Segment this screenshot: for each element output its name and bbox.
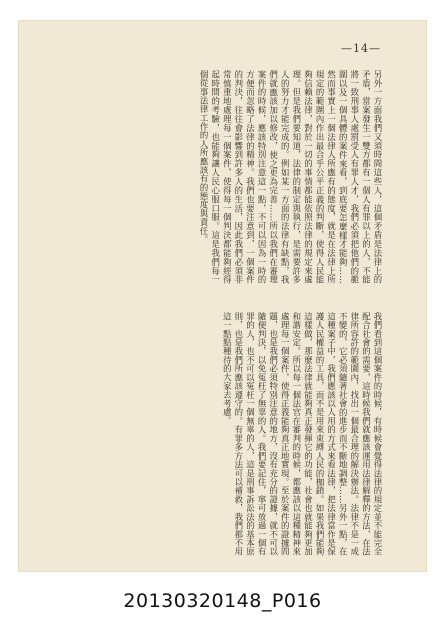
archive-caption: 20130320148_P016: [123, 590, 322, 612]
document-page: [18, 20, 427, 572]
text-block-top: 另外一方面我們又須時間這些人，這個矛盾是法律上的矛盾，當案發生一雙方都有一個人有罪以上的人，不能將一致刑事人處罰受人有罪人才，我們必須把他們的範圍以及一個具體的案件來看，到底要怎麼樣才能夠……然而事實上一個法律人所應有的態度，就是在法律上所規定的範圍內作出最合乎公平正義的判斷，使得人民能夠信賴法律，對於一切的事情都能依照法律的規定來處理。但是我們要知道，法律的制定與執行，是需要許多人的努力才能完成的。例如某一方面的法律有缺點，我們就應該加以修改，使之更為完善……所以我們在審理案件的時候，應該特別注意這一點，不可以因為一時的方便而忽略了法律的精神。我們也要注意到，一個案件的判決，往往會影響到許多人的生活，因此我們必須非常慎重地處理每一個案件，使得每一個判決都能夠經得起時間的考驗，也能夠讓人民心服口服。這是我們每一個從事法律工作的人所應該有的態度與責任。: [199, 70, 383, 284]
text-block-bottom: 我們看到這個案件的時候，有時候會覺得法律的規定並不能完全配合社會的需要，這時候我們就應該運用法律解釋的方法，在法律所容許的範圍內，找出一個最合理的解決辦法。法律不是一成不變的，它必須隨著社會的進步而不斷地調整……另外一點，在這種案子中，我們應該以人用的方式來看法律，把法律當作是保護人民權益的工具，而不是用來束縛人民的枷鎖。如果我們能夠這樣做，那麼法律就能夠真正發揮它的功能，社會也就能夠更加和諧安定。所以每一個法官在審判的時候，都應該以這種精神來處理每一個案件，使得正義能夠真正地實現。至於案件的證據問題，也是我們必須特別注意的地方，沒有充分的證據，就不可以隨便判決，以免冤枉了無辜的人。我們要記住，寧可放過一個有罪的人，也不可以冤枉一個無辜的人，這是刑事訴訟法的基本原則，也是我們所應該遵守的。有罪多方法可以補救，我們都不用這一點點種待的大家去考慮。: [222, 312, 383, 556]
page-number: —14—: [341, 42, 381, 55]
